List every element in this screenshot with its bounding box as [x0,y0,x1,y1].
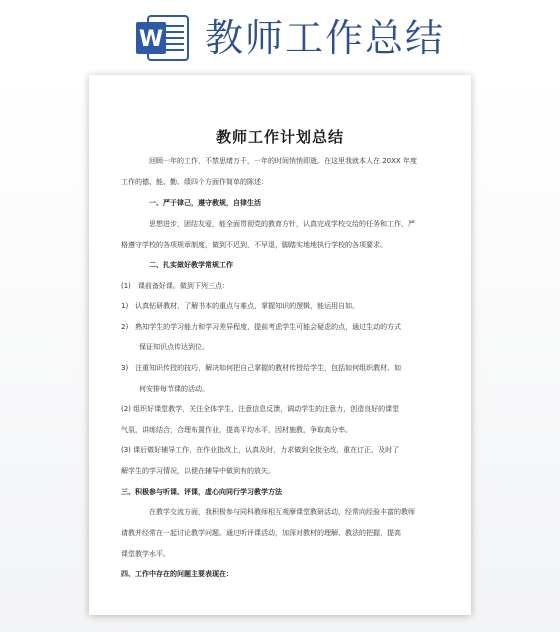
paragraph-line: 在教学交流方面，我积极参与同科教师相互观摩课堂教研活动，经常向经验丰富的教师 [149,508,415,516]
list-item: (1) 课前备好课。做到下列三点： [121,282,229,290]
banner-title: 教师工作总结 [205,16,446,60]
list-item: 3) 注重知识传授的技巧，解决如何把自己掌握的教材传授给学生，包括如何组织教材、如 [121,364,402,372]
list-item: (2) 组织好课堂教学，关注全体学生，注意信息反馈，调动学生的注意力，创造良好的课堂 [121,405,400,413]
paragraph-line: 回顾一年的工作，不禁思绪万千，一年的时间悄悄即逝。在这里我就本人在 20XX 年度 [149,157,417,165]
paragraph-line: 思想进步，团结友爱，能全面贯彻党的教育方针，认真完成学校交给的任务和工作，严 [149,220,415,228]
document-page [89,75,471,615]
paragraph-line: 课堂教学水平。 [121,550,170,558]
word-logo-icon [134,14,190,62]
list-item: 1) 认真钻研教材，了解书本的重点与难点，掌握知识的逻辑，能运用自如。 [121,302,360,310]
list-item: 2) 熟知学生的学习能力和学习差异程度，提前考虑学生可能会疑虑的点，通过生动的方式 [121,323,402,331]
document-title: 教师工作计划总结 [215,128,344,146]
section-heading: 三、积极参与听课、评课，虚心向同行学习教学方法 [121,488,282,496]
paragraph-line: 解学生的学习情况，以便在辅导中做到有的放矢。 [121,467,275,475]
paragraph-line: 何安排每节课的活动。 [139,385,209,393]
paragraph-line: 气氛，讲练结合，合理布置作业，提高平均水平，因材施教，争取高分率。 [121,426,352,434]
paragraph-line: 格遵守学校的各项规章制度，做到不迟到，不早退，脚踏实地地执行学校的各项要求。 [121,241,387,249]
section-heading: 一、严于律己，遵守教规，自律生活 [149,199,261,207]
paragraph-line: 请教并经常在一起讨论教学问题。通过听评课活动，加深对教材的理解、教法的把握，提高 [121,529,401,537]
paragraph-line: 保证知识点传达到位。 [139,343,209,351]
word-logo-letter: W [138,27,164,52]
section-heading: 二、扎实做好教学常规工作 [149,261,233,269]
list-item: (3) 课后做好辅导工作，在作业批改上，认真及时，力求做到全批全改，重在订正，及时了 [121,446,400,454]
header-banner [0,0,560,70]
section-heading: 四、工作中存在的问题主要表现在： [121,570,233,578]
paragraph-line: 工作的德、能、勤、绩四个方面作简单的陈述： [121,178,268,186]
